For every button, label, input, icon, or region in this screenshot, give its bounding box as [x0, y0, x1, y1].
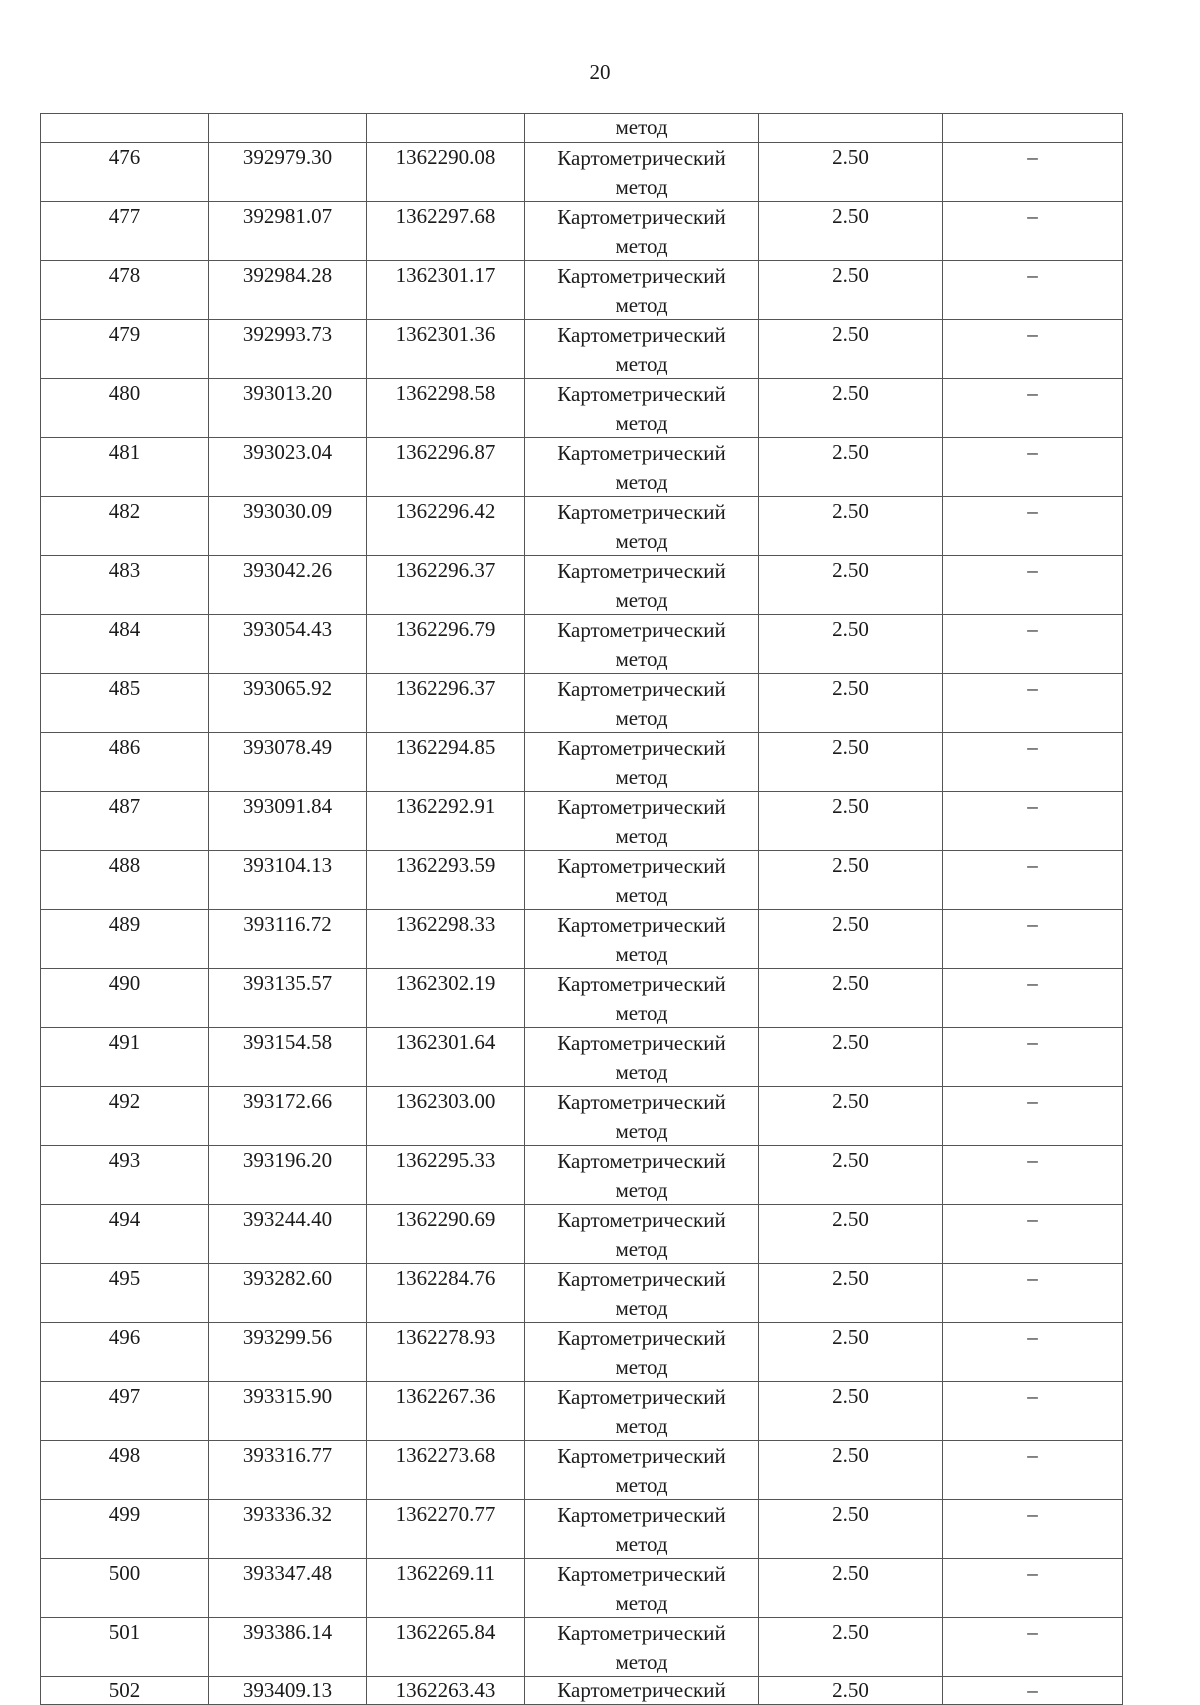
- method-line-2: метод: [615, 1473, 668, 1497]
- table-row: [41, 1382, 1123, 1441]
- method-line-1: Картометрический: [557, 1267, 726, 1291]
- cell-method: [525, 1146, 759, 1205]
- cell-note: –: [943, 615, 1123, 674]
- cell-method: Картометрический: [525, 1677, 759, 1705]
- cell-method: [525, 1500, 759, 1559]
- cell-point-number: 476: [41, 143, 209, 202]
- cell-note: –: [943, 1028, 1123, 1087]
- table-row: [41, 1559, 1123, 1618]
- cell-x: 393172.66: [209, 1087, 367, 1146]
- method-line-1: Картометрический: [557, 913, 726, 937]
- cell-note: –: [943, 1382, 1123, 1441]
- cell-x: 393316.77: [209, 1441, 367, 1500]
- cell-point-number: [41, 114, 209, 143]
- cell-x: 393054.43: [209, 615, 367, 674]
- table-row: [41, 1264, 1123, 1323]
- method-line-2: метод: [615, 942, 668, 966]
- cell-accuracy: 2.50: [759, 143, 943, 202]
- cell-y: 1362293.59: [367, 851, 525, 910]
- cell-method: [525, 1559, 759, 1618]
- cell-accuracy: 2.50: [759, 261, 943, 320]
- cell-x: 393315.90: [209, 1382, 367, 1441]
- table-row: [41, 379, 1123, 438]
- cell-method: [525, 1028, 759, 1087]
- cell-accuracy: 2.50: [759, 674, 943, 733]
- cell-accuracy: 2.50: [759, 1677, 943, 1705]
- cell-point-number: 495: [41, 1264, 209, 1323]
- cell-x: 393078.49: [209, 733, 367, 792]
- cell-point-number: 489: [41, 910, 209, 969]
- cell-point-number: 488: [41, 851, 209, 910]
- method-line-2: метод: [615, 765, 668, 789]
- cell-note: –: [943, 261, 1123, 320]
- cell-y: 1362302.19: [367, 969, 525, 1028]
- method-line-2: метод: [615, 1296, 668, 1320]
- cell-x: 393023.04: [209, 438, 367, 497]
- cell-x: 393135.57: [209, 969, 367, 1028]
- cell-y: 1362296.37: [367, 556, 525, 615]
- cell-y: 1362265.84: [367, 1618, 525, 1677]
- method-line-2: метод: [615, 706, 668, 730]
- cell-accuracy: 2.50: [759, 969, 943, 1028]
- cell-accuracy: 2.50: [759, 851, 943, 910]
- table-row: [41, 202, 1123, 261]
- cell-y: 1362296.87: [367, 438, 525, 497]
- cell-method: метод: [525, 114, 759, 143]
- cell-method: [525, 674, 759, 733]
- cell-point-number: 484: [41, 615, 209, 674]
- method-line-1: Картометрический: [557, 1326, 726, 1350]
- table-row: [41, 1146, 1123, 1205]
- cell-method: [525, 851, 759, 910]
- cell-accuracy: [759, 114, 943, 143]
- cell-note: –: [943, 1264, 1123, 1323]
- cell-point-number: 497: [41, 1382, 209, 1441]
- table-row: [41, 1500, 1123, 1559]
- cell-method: [525, 1323, 759, 1382]
- cell-x: [209, 114, 367, 143]
- method-line-2: метод: [615, 1532, 668, 1556]
- cell-y: 1362303.00: [367, 1087, 525, 1146]
- cell-point-number: 496: [41, 1323, 209, 1382]
- cell-point-number: 478: [41, 261, 209, 320]
- cell-accuracy: 2.50: [759, 379, 943, 438]
- method-line-2: метод: [615, 1178, 668, 1202]
- method-line-2: метод: [615, 588, 668, 612]
- method-line-2: метод: [615, 411, 668, 435]
- method-line-1: Картометрический: [557, 146, 726, 170]
- cell-accuracy: 2.50: [759, 733, 943, 792]
- cell-y: 1362292.91: [367, 792, 525, 851]
- cell-y: 1362278.93: [367, 1323, 525, 1382]
- cell-note: –: [943, 1087, 1123, 1146]
- method-line-1: Картометрический: [557, 559, 726, 583]
- cell-y: 1362296.37: [367, 674, 525, 733]
- table-row: [41, 497, 1123, 556]
- cell-method: [525, 792, 759, 851]
- cell-point-number: 487: [41, 792, 209, 851]
- cell-note: –: [943, 1559, 1123, 1618]
- cell-point-number: 477: [41, 202, 209, 261]
- method-line-2: метод: [615, 1119, 668, 1143]
- cell-note: –: [943, 1441, 1123, 1500]
- cell-point-number: 492: [41, 1087, 209, 1146]
- method-line-2: метод: [615, 234, 668, 258]
- table-row: [41, 910, 1123, 969]
- method-line-2: метод: [615, 647, 668, 671]
- method-line-1: Картометрический: [557, 1208, 726, 1232]
- cell-note: –: [943, 851, 1123, 910]
- method-line-2: метод: [615, 1355, 668, 1379]
- cell-method: [525, 379, 759, 438]
- cell-note: –: [943, 1677, 1123, 1705]
- cell-point-number: 483: [41, 556, 209, 615]
- method-line-1: Картометрический: [557, 1562, 726, 1586]
- cell-point-number: 486: [41, 733, 209, 792]
- cell-y: 1362296.42: [367, 497, 525, 556]
- cell-x: 393104.13: [209, 851, 367, 910]
- cell-x: 393042.26: [209, 556, 367, 615]
- cell-x: 393030.09: [209, 497, 367, 556]
- cell-method: [525, 202, 759, 261]
- cell-note: –: [943, 143, 1123, 202]
- cell-x: 393154.58: [209, 1028, 367, 1087]
- cell-point-number: 499: [41, 1500, 209, 1559]
- method-line-1: Картометрический: [557, 1090, 726, 1114]
- cell-point-number: 500: [41, 1559, 209, 1618]
- method-line-1: Картометрический: [557, 1149, 726, 1173]
- table-row: [41, 438, 1123, 497]
- cell-x: 393116.72: [209, 910, 367, 969]
- cell-x: 392984.28: [209, 261, 367, 320]
- cell-x: 393299.56: [209, 1323, 367, 1382]
- method-line-2: метод: [615, 1001, 668, 1025]
- cell-accuracy: 2.50: [759, 202, 943, 261]
- cell-y: 1362301.64: [367, 1028, 525, 1087]
- method-line-2: метод: [615, 470, 668, 494]
- cell-point-number: 494: [41, 1205, 209, 1264]
- cell-note: –: [943, 1618, 1123, 1677]
- cell-accuracy: 2.50: [759, 1500, 943, 1559]
- cell-x: 393091.84: [209, 792, 367, 851]
- method-line-1: Картометрический: [557, 972, 726, 996]
- table-row: [41, 320, 1123, 379]
- table-row: [41, 792, 1123, 851]
- method-line-1: Картометрический: [557, 854, 726, 878]
- cell-note: –: [943, 202, 1123, 261]
- cell-accuracy: 2.50: [759, 1382, 943, 1441]
- cell-method: [525, 1087, 759, 1146]
- table-row: [41, 1323, 1123, 1382]
- cell-accuracy: 2.50: [759, 1146, 943, 1205]
- method-line-2: метод: [615, 1591, 668, 1615]
- cell-point-number: 481: [41, 438, 209, 497]
- cell-y: 1362290.08: [367, 143, 525, 202]
- cell-accuracy: 2.50: [759, 497, 943, 556]
- cell-accuracy: 2.50: [759, 1618, 943, 1677]
- cell-y: 1362298.58: [367, 379, 525, 438]
- table-row: [41, 1441, 1123, 1500]
- cell-y: 1362295.33: [367, 1146, 525, 1205]
- cell-method: [525, 1205, 759, 1264]
- cell-x: 393282.60: [209, 1264, 367, 1323]
- cell-accuracy: 2.50: [759, 320, 943, 379]
- method-line-2: метод: [615, 175, 668, 199]
- cell-note: –: [943, 379, 1123, 438]
- cell-method: [525, 320, 759, 379]
- cell-method: [525, 497, 759, 556]
- cell-accuracy: 2.50: [759, 438, 943, 497]
- method-line-1: Картометрический: [557, 323, 726, 347]
- cell-y: 1362270.77: [367, 1500, 525, 1559]
- cell-point-number: 501: [41, 1618, 209, 1677]
- cell-method: [525, 1618, 759, 1677]
- table-row: [41, 1028, 1123, 1087]
- method-line-1: Картометрический: [557, 382, 726, 406]
- table-row: [41, 556, 1123, 615]
- table-row: [41, 674, 1123, 733]
- cell-y: 1362284.76: [367, 1264, 525, 1323]
- cell-x: 393013.20: [209, 379, 367, 438]
- cell-x: 392979.30: [209, 143, 367, 202]
- method-line-1: Картометрический: [557, 500, 726, 524]
- cell-x: 393196.20: [209, 1146, 367, 1205]
- method-line-2: метод: [615, 293, 668, 317]
- cell-y: 1362294.85: [367, 733, 525, 792]
- cell-accuracy: 2.50: [759, 615, 943, 674]
- table-row: [41, 143, 1123, 202]
- method-line-2: метод: [615, 1237, 668, 1261]
- method-line-1: Картометрический: [557, 677, 726, 701]
- cell-method: [525, 143, 759, 202]
- cell-note: –: [943, 1205, 1123, 1264]
- cell-note: –: [943, 1323, 1123, 1382]
- cell-point-number: 493: [41, 1146, 209, 1205]
- cell-note: –: [943, 320, 1123, 379]
- cell-x: 393409.13: [209, 1677, 367, 1705]
- cell-accuracy: 2.50: [759, 1028, 943, 1087]
- cell-note: –: [943, 969, 1123, 1028]
- cell-point-number: 498: [41, 1441, 209, 1500]
- cell-point-number: 490: [41, 969, 209, 1028]
- cell-y: 1362269.11: [367, 1559, 525, 1618]
- continuation-row: [41, 114, 1123, 143]
- method-line-2: метод: [615, 1060, 668, 1084]
- cell-method: [525, 438, 759, 497]
- cell-method: [525, 910, 759, 969]
- table-row: [41, 615, 1123, 674]
- cell-accuracy: 2.50: [759, 1205, 943, 1264]
- cell-y: 1362298.33: [367, 910, 525, 969]
- method-line-2: метод: [615, 1414, 668, 1438]
- method-line-1: Картометрический: [557, 1621, 726, 1645]
- cell-method: [525, 969, 759, 1028]
- table-row: [41, 1677, 1123, 1705]
- cell-y: 1362301.17: [367, 261, 525, 320]
- cell-method: [525, 615, 759, 674]
- method-line-1: Картометрический: [557, 795, 726, 819]
- cell-note: –: [943, 438, 1123, 497]
- cell-method: [525, 261, 759, 320]
- cell-x: 393347.48: [209, 1559, 367, 1618]
- cell-point-number: 479: [41, 320, 209, 379]
- method-line-1: Картометрический: [557, 205, 726, 229]
- cell-point-number: 480: [41, 379, 209, 438]
- cell-accuracy: 2.50: [759, 556, 943, 615]
- cell-x: 393065.92: [209, 674, 367, 733]
- cell-x: 392993.73: [209, 320, 367, 379]
- coordinates-table: [40, 113, 1123, 1705]
- method-line-2: метод: [615, 529, 668, 553]
- table-row: [41, 1087, 1123, 1146]
- cell-note: –: [943, 910, 1123, 969]
- cell-x: 392981.07: [209, 202, 367, 261]
- method-line-2: метод: [615, 1650, 668, 1674]
- cell-x: 393244.40: [209, 1205, 367, 1264]
- method-line-1: Картометрический: [557, 1385, 726, 1409]
- cell-y: 1362263.43: [367, 1677, 525, 1705]
- cell-accuracy: 2.50: [759, 1087, 943, 1146]
- cell-accuracy: 2.50: [759, 1264, 943, 1323]
- table-row: [41, 851, 1123, 910]
- page-number: 20: [589, 60, 611, 84]
- table-row: [41, 733, 1123, 792]
- method-line-1: Картометрический: [557, 264, 726, 288]
- cell-note: –: [943, 1146, 1123, 1205]
- method-line-1: Картометрический: [557, 1031, 726, 1055]
- method-line-1: Картометрический: [557, 441, 726, 465]
- cell-y: 1362290.69: [367, 1205, 525, 1264]
- cell-accuracy: 2.50: [759, 910, 943, 969]
- cell-accuracy: 2.50: [759, 792, 943, 851]
- table-body: [41, 114, 1123, 1705]
- cell-note: [943, 114, 1123, 143]
- method-line-2: метод: [615, 883, 668, 907]
- cell-accuracy: 2.50: [759, 1323, 943, 1382]
- cell-y: [367, 114, 525, 143]
- cell-point-number: 485: [41, 674, 209, 733]
- method-line-1: Картометрический: [557, 1444, 726, 1468]
- cell-point-number: 491: [41, 1028, 209, 1087]
- cell-x: 393386.14: [209, 1618, 367, 1677]
- cell-note: –: [943, 733, 1123, 792]
- table-row: [41, 1205, 1123, 1264]
- cell-note: –: [943, 792, 1123, 851]
- cell-note: –: [943, 497, 1123, 556]
- cell-method: [525, 1264, 759, 1323]
- cell-method: [525, 1441, 759, 1500]
- cell-y: 1362301.36: [367, 320, 525, 379]
- table-row: [41, 1618, 1123, 1677]
- cell-y: 1362296.79: [367, 615, 525, 674]
- cell-accuracy: 2.50: [759, 1559, 943, 1618]
- cell-y: 1362267.36: [367, 1382, 525, 1441]
- method-line-1: Картометрический: [557, 736, 726, 760]
- method-line-1: Картометрический: [557, 618, 726, 642]
- table-row: [41, 261, 1123, 320]
- method-line-1: Картометрический: [557, 1503, 726, 1527]
- cell-accuracy: 2.50: [759, 1441, 943, 1500]
- cell-method: [525, 1382, 759, 1441]
- cell-note: –: [943, 1500, 1123, 1559]
- cell-note: –: [943, 556, 1123, 615]
- cell-note: –: [943, 674, 1123, 733]
- method-line-2: метод: [615, 824, 668, 848]
- table-row: [41, 969, 1123, 1028]
- cell-x: 393336.32: [209, 1500, 367, 1559]
- cell-point-number: 502: [41, 1677, 209, 1705]
- cell-y: 1362297.68: [367, 202, 525, 261]
- cell-y: 1362273.68: [367, 1441, 525, 1500]
- method-line-2: метод: [615, 352, 668, 376]
- cell-method: [525, 733, 759, 792]
- cell-method: [525, 556, 759, 615]
- cell-point-number: 482: [41, 497, 209, 556]
